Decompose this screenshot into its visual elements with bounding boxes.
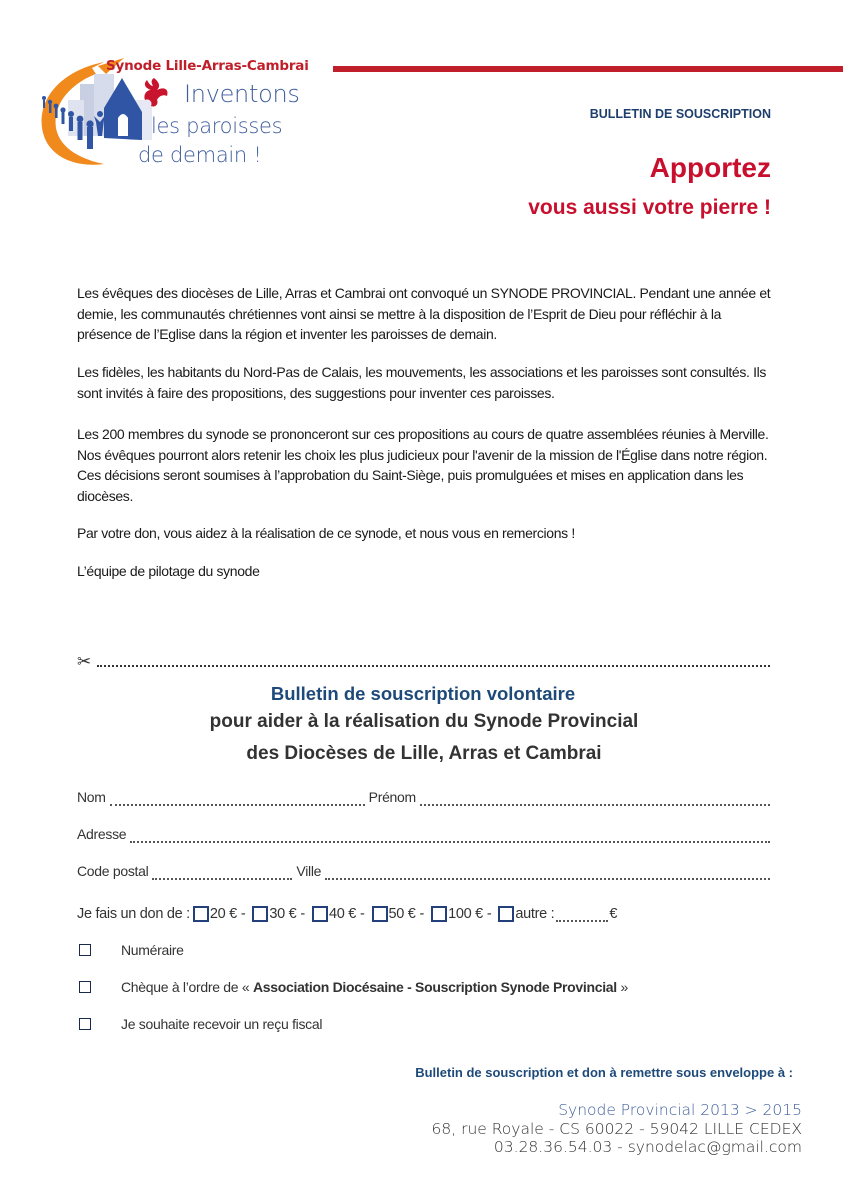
- logo-slogan-line3: de demain !: [138, 143, 262, 167]
- donation-option-50[interactable]: 50 €: [369, 906, 416, 922]
- separator: -: [419, 906, 425, 922]
- ville-label: Ville: [296, 863, 322, 879]
- paragraph-thanks: Par votre don, vous aidez à la réalisation de ce synode, et nous vous en remercions !: [77, 525, 575, 541]
- code-postal-label: Code postal: [77, 863, 149, 879]
- form-subtitle-line1: pour aider à la réalisation du Synode Provincial: [209, 711, 639, 732]
- nom-label: Nom: [77, 789, 106, 805]
- paragraph-intro: Les évêques des diocèses de Lille, Arras et Cambrai ont convoqué un SYNODE PROVINCIAL. Pendant une année et demie, les communautés chrétiennes vont ainsi se mettre à la disposition de l’Esprit de Dieu pour réfléchir à la présence de l’Eglise dans la région et inventer les paroisses de demain.: [77, 285, 771, 342]
- address-row: [77, 826, 770, 846]
- prenom-label: Prénom: [368, 789, 416, 805]
- ville-field[interactable]: [325, 878, 770, 880]
- document-label: BULLETIN DE SOUSCRIPTION: [589, 107, 771, 121]
- code-postal-field[interactable]: [152, 878, 292, 880]
- remit-instructions: Bulletin de souscription et don à remettre sous enveloppe à :: [415, 1065, 793, 1080]
- signature-line: L’équipe de pilotage du synode: [77, 563, 260, 579]
- tax-receipt-label: Je souhaite recevoir un reçu fiscal: [121, 1016, 323, 1032]
- checkbox-icon[interactable]: [79, 1018, 91, 1030]
- donation-option-other[interactable]: autre :: [495, 906, 554, 922]
- logo-title: Synode Lille-Arras-Cambrai: [106, 58, 309, 74]
- headline-line2: vous aussi votre pierre !: [528, 196, 771, 219]
- adresse-field[interactable]: [130, 841, 770, 843]
- payment-option-numeraire[interactable]: [79, 940, 184, 960]
- nom-field[interactable]: [110, 804, 365, 806]
- logo-slogan-line1: Inventons: [184, 80, 300, 108]
- headline-line1: Apportez: [649, 152, 771, 183]
- other-amount-field[interactable]: [556, 920, 608, 922]
- numeraire-label: Numéraire: [121, 942, 184, 958]
- checkbox-icon[interactable]: [431, 906, 447, 922]
- separator: -: [486, 906, 492, 922]
- dotted-separator: [97, 665, 770, 667]
- address-street: 68, rue Royale - CS 60022 - 59042 LILLE CEDEX: [431, 1120, 802, 1138]
- donation-option-30[interactable]: 30 €: [249, 906, 296, 922]
- form-title: Bulletin de souscription volontaire: [270, 683, 576, 704]
- city-row: [77, 863, 770, 883]
- scissors-icon: ✂: [77, 652, 92, 671]
- synode-logo: [34, 56, 324, 176]
- currency-symbol: €: [609, 906, 618, 922]
- cheque-label-suffix: »: [620, 979, 628, 995]
- checkbox-icon[interactable]: [252, 906, 268, 922]
- checkbox-icon[interactable]: [498, 906, 514, 922]
- paragraph-assemblies: Les 200 membres du synode se prononceront sur ces propositions au cours de quatre assemblées réunies à Merville. Nos évêques pourront alors retenir les choix les plus judicieux pour l'avenir de la mission de l'Église dans notre région. Ces décisions seront soumises à l’approbation du Saint-Siège, puis promulguées et mises en application dans les diocèses.: [77, 426, 769, 504]
- separator: -: [300, 906, 305, 922]
- payment-option-cheque[interactable]: [79, 977, 628, 997]
- separator: -: [240, 906, 246, 922]
- prenom-field[interactable]: [420, 804, 770, 806]
- donation-row: [77, 903, 617, 925]
- dove-icon: [139, 76, 169, 110]
- cheque-label-prefix: Chèque à l’ordre de «: [121, 979, 250, 995]
- header-rule: [333, 66, 843, 72]
- checkbox-icon[interactable]: [312, 906, 328, 922]
- tax-receipt-option[interactable]: [79, 1014, 322, 1034]
- donation-option-40[interactable]: 40 €: [309, 906, 356, 922]
- checkbox-icon[interactable]: [193, 906, 209, 922]
- checkbox-icon[interactable]: [79, 944, 91, 956]
- form-subtitle-line2: des Diocèses de Lille, Arras et Cambrai: [246, 743, 602, 764]
- donation-option-20[interactable]: 20 €: [190, 906, 237, 922]
- checkbox-icon[interactable]: [372, 906, 388, 922]
- checkbox-icon[interactable]: [79, 981, 91, 993]
- separator: -: [359, 906, 365, 922]
- paragraph-consultation: Les fidèles, les habitants du Nord-Pas de Calais, les mouvements, les associations et les paroisses sont consultés. Ils sont invités à faire des propositions, des suggestions pour inventer ces paroisses.: [77, 364, 767, 401]
- address-contact: 03.28.36.54.03 - synodelac@gmail.com: [493, 1138, 802, 1156]
- cheque-payee: Association Diocésaine - Souscription Synode Provincial: [252, 979, 617, 995]
- cut-line: [77, 652, 770, 671]
- adresse-label: Adresse: [77, 826, 127, 842]
- logo-slogan-line2: les paroisses: [151, 114, 283, 138]
- address-org: Synode Provincial 2013 > 2015: [558, 1101, 802, 1119]
- name-row: [77, 789, 770, 809]
- donation-label: Je fais un don de :: [77, 906, 190, 922]
- donation-option-100[interactable]: 100 €: [428, 906, 483, 922]
